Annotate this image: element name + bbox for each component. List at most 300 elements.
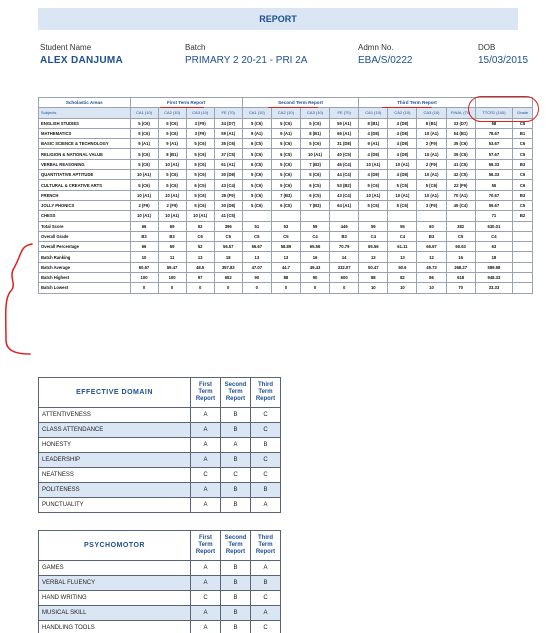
- score-cell: 8 (B1): [359, 118, 388, 128]
- student-name-block: [40, 43, 123, 66]
- score-cell: 10 (A1): [417, 149, 446, 159]
- group-header-first-term: First Term Report: [130, 98, 242, 108]
- score-cell: [513, 283, 533, 293]
- score-cell: 13: [359, 252, 388, 262]
- trait-name: CLASS ATTENDANCE: [39, 423, 191, 438]
- score-cell: 0: [242, 283, 271, 293]
- row-label: VERBAL REASONING: [39, 159, 131, 169]
- score-cell: 5 (C6): [242, 170, 271, 180]
- column-header: CA1 (10): [130, 108, 158, 118]
- score-cell: 66 (A1): [330, 128, 359, 138]
- score-cell: 18: [475, 252, 512, 262]
- score-table: [38, 97, 533, 294]
- score-cell: 100: [158, 273, 186, 283]
- score-cell: C6: [186, 231, 214, 241]
- score-cell: 5 (C6): [271, 170, 300, 180]
- score-cell: [359, 211, 388, 221]
- score-cell: 5 (C6): [271, 159, 300, 169]
- score-cell: 10 (A1): [158, 159, 186, 169]
- trait-grade: C: [251, 423, 281, 438]
- trait-grade: A: [221, 438, 251, 453]
- score-cell: C6: [513, 180, 533, 190]
- score-cell: 13: [242, 252, 271, 262]
- row-label: Overall Grade: [39, 231, 131, 241]
- score-cell: 52: [186, 242, 214, 252]
- score-cell: 5 (C6): [417, 180, 446, 190]
- score-cell: [242, 211, 271, 221]
- score-cell: 4 (D8): [388, 128, 417, 138]
- summary-row: [39, 252, 533, 262]
- score-cell: 50.6: [388, 262, 417, 272]
- score-cell: 59.47: [158, 262, 186, 272]
- score-cell: 59: [300, 221, 329, 231]
- effective-row: [39, 408, 281, 423]
- column-header: CA3 (10): [186, 108, 214, 118]
- effective-row: [39, 423, 281, 438]
- score-cell: 332.07: [330, 262, 359, 272]
- score-cell: 48.5: [186, 262, 214, 272]
- subject-row: [39, 118, 533, 128]
- group-header-third-term: Third Term Report: [359, 98, 475, 108]
- score-cell: 5 (C6): [300, 139, 329, 149]
- trait-name: POLITENESS: [39, 483, 191, 498]
- score-cell: 5 (C6): [300, 170, 329, 180]
- score-cell: 0: [130, 283, 158, 293]
- trait-grade: A: [191, 561, 221, 576]
- score-cell: 4 (D8): [359, 149, 388, 159]
- score-cell: 5 (C6): [186, 149, 214, 159]
- score-cell: 12: [417, 252, 446, 262]
- subject-row: [39, 128, 533, 138]
- score-cell: 5 (C6): [158, 170, 186, 180]
- score-cell: 56.57: [214, 242, 242, 252]
- score-cell: 53.67: [475, 139, 512, 149]
- trait-name: PUNCTUALITY: [39, 498, 191, 513]
- score-cell: 44.7: [271, 262, 300, 272]
- group-header-second-term: Second Term Report: [242, 98, 358, 108]
- score-cell: 41 (C5): [214, 211, 242, 221]
- score-cell: 357.83: [214, 262, 242, 272]
- score-cell: 6 (C5): [271, 200, 300, 210]
- admn-value: EBA/S/0222: [358, 55, 413, 66]
- trait-grade: A: [191, 438, 221, 453]
- score-cell: 0: [271, 283, 300, 293]
- score-cell: 53: [271, 221, 300, 231]
- trait-grade: A: [191, 423, 221, 438]
- score-cell: 56.67: [242, 242, 271, 252]
- score-cell: 42 (C5): [446, 170, 475, 180]
- effective-domain-table: [38, 377, 281, 513]
- score-cell: 5 (C6): [158, 180, 186, 190]
- score-cell: 60: [417, 221, 446, 231]
- effective-row: [39, 453, 281, 468]
- score-cell: 10 (A1): [300, 149, 329, 159]
- score-cell: 7 (B3): [271, 190, 300, 200]
- score-cell: 5 (C6): [359, 200, 388, 210]
- score-cell: 5 (C6): [186, 200, 214, 210]
- score-cell: 45 (C4): [446, 200, 475, 210]
- score-cell: 30 (D8): [214, 170, 242, 180]
- score-cell: 10: [417, 283, 446, 293]
- score-cell: 10 (A1): [388, 159, 417, 169]
- score-cell: [513, 273, 533, 283]
- score-cell: 43 (C4): [214, 180, 242, 190]
- column-header: CA1 (10): [242, 108, 271, 118]
- row-label: BASIC SCIENCE & TECHNOLOGY: [39, 139, 131, 149]
- score-cell: 90: [300, 273, 329, 283]
- score-cell: 10 (A1): [186, 211, 214, 221]
- trait-grade: B: [221, 408, 251, 423]
- score-cell: 70 (A1): [446, 190, 475, 200]
- score-cell: 16: [446, 252, 475, 262]
- score-cell: 7 (B3): [300, 159, 329, 169]
- psychomotor-row: [39, 606, 281, 621]
- score-cell: 8 (B1): [300, 128, 329, 138]
- score-cell: 70.79: [330, 242, 359, 252]
- effective-row: [39, 468, 281, 483]
- summary-row: [39, 231, 533, 241]
- score-cell: 4 (D8): [388, 118, 417, 128]
- summary-row: [39, 273, 533, 283]
- score-cell: 4 (D8): [388, 149, 417, 159]
- score-cell: 6 (C5): [300, 180, 329, 190]
- score-cell: 5 (C6): [130, 128, 158, 138]
- score-cell: 10 (A1): [359, 159, 388, 169]
- column-header: CA3 (10): [417, 108, 446, 118]
- score-cell: C4: [475, 231, 512, 241]
- score-cell: 69.33: [475, 159, 512, 169]
- score-cell: 5 (C6): [242, 190, 271, 200]
- score-cell: 59 (A1): [214, 128, 242, 138]
- trait-grade: A: [191, 621, 221, 633]
- subject-row: [39, 170, 533, 180]
- score-cell: 43 (C4): [330, 190, 359, 200]
- score-cell: 65.56: [300, 242, 329, 252]
- effective-row: [39, 498, 281, 513]
- column-header: CA3 (10): [300, 108, 329, 118]
- trait-grade: B: [221, 621, 251, 633]
- dob-value: 15/03/2015: [478, 55, 529, 66]
- score-cell: 5 (C6): [271, 118, 300, 128]
- column-header: FE (70): [214, 108, 242, 118]
- score-column-header-row: [39, 108, 533, 118]
- score-cell: 0: [330, 283, 359, 293]
- trait-name: MUSICAL SKILL: [39, 606, 191, 621]
- trait-grade: A: [191, 408, 221, 423]
- score-cell: 2 (F9): [130, 200, 158, 210]
- row-label: CULTURAL & CREATIVE ARTS: [39, 180, 131, 190]
- score-cell: 7 (B3): [300, 200, 329, 210]
- score-cell: 47.07: [242, 262, 271, 272]
- score-cell: 58: [475, 118, 512, 128]
- score-cell: B3: [130, 231, 158, 241]
- score-cell: 4 (D8): [388, 139, 417, 149]
- trait-grade: C: [251, 621, 281, 633]
- row-label: FRENCH: [39, 190, 131, 200]
- trait-grade: B: [221, 576, 251, 591]
- score-cell: 5 (C6): [186, 159, 214, 169]
- trait-name: VERBAL FLUENCY: [39, 576, 191, 591]
- score-cell: 97: [186, 273, 214, 283]
- score-cell: B2: [513, 211, 533, 221]
- score-cell: B3: [513, 190, 533, 200]
- score-cell: 78.67: [475, 128, 512, 138]
- score-cell: [513, 242, 533, 252]
- effective-term-1: First Term Report: [191, 378, 221, 408]
- score-cell: 66.67: [417, 242, 446, 252]
- score-cell: 948.33: [475, 273, 512, 283]
- score-cell: 5 (C6): [242, 118, 271, 128]
- trait-grade: C: [251, 468, 281, 483]
- column-header: TTCR2 (100): [475, 108, 512, 118]
- summary-row: [39, 262, 533, 272]
- trait-grade: B: [221, 423, 251, 438]
- score-cell: 49.73: [417, 262, 446, 272]
- score-cell: 88: [359, 273, 388, 283]
- trait-grade: A: [191, 453, 221, 468]
- subject-row: [39, 180, 533, 190]
- score-cell: 52: [186, 221, 214, 231]
- score-cell: 396: [214, 221, 242, 231]
- trait-grade: A: [251, 561, 281, 576]
- score-cell: 600: [330, 273, 359, 283]
- subject-row: [39, 139, 533, 149]
- score-cell: C5: [513, 118, 533, 128]
- score-cell: [513, 252, 533, 262]
- score-cell: 34 (D7): [214, 118, 242, 128]
- column-header: CA2 (10): [271, 108, 300, 118]
- effective-row: [39, 483, 281, 498]
- column-header: Grade: [513, 108, 533, 118]
- score-cell: 8 (B1): [158, 149, 186, 159]
- score-cell: 589.98: [475, 262, 512, 272]
- score-cell: 53 (B2): [330, 180, 359, 190]
- score-cell: 5 (C6): [130, 180, 158, 190]
- score-cell: 35 (C6): [446, 139, 475, 149]
- score-cell: 54 (B1): [446, 128, 475, 138]
- row-label: Total Score: [39, 221, 131, 231]
- row-label: ENGLISH STUDIES: [39, 118, 131, 128]
- score-cell: 9 (A1): [130, 139, 158, 149]
- column-header: CA1 (10): [359, 108, 388, 118]
- score-cell: 65.56: [359, 242, 388, 252]
- score-cell: 5 (C6): [242, 200, 271, 210]
- score-cell: 16: [300, 252, 329, 262]
- score-cell: 37 (C5): [214, 149, 242, 159]
- score-cell: 33 (D7): [446, 118, 475, 128]
- trait-grade: B: [251, 438, 281, 453]
- trait-grade: A: [191, 483, 221, 498]
- psychomotor-term-1: First Term Report: [191, 531, 221, 561]
- score-cell: 10 (A1): [359, 190, 388, 200]
- score-cell: 69: [158, 221, 186, 231]
- psychomotor-table: [38, 530, 281, 633]
- subject-row: [39, 211, 533, 221]
- subject-row: [39, 159, 533, 169]
- trait-grade: A: [191, 576, 221, 591]
- trait-grade: C: [251, 591, 281, 606]
- score-cell: 6 (C5): [186, 180, 214, 190]
- score-cell: 5 (C6): [186, 190, 214, 200]
- score-cell: C5: [513, 170, 533, 180]
- trait-name: HANDLING TOOLS: [39, 621, 191, 633]
- score-cell: C6: [513, 139, 533, 149]
- score-cell: 63: [475, 242, 512, 252]
- score-cell: 82: [388, 273, 417, 283]
- score-cell: 5 (C6): [186, 139, 214, 149]
- row-label: Batch Ranking: [39, 252, 131, 262]
- trait-name: ATTENTIVENESS: [39, 408, 191, 423]
- score-cell: 10 (A1): [158, 190, 186, 200]
- trait-grade: A: [191, 498, 221, 513]
- score-cell: 44 (C4): [330, 170, 359, 180]
- score-cell: 4 (D8): [359, 170, 388, 180]
- score-cell: 6 (C5): [300, 190, 329, 200]
- row-label: JOLLY PHONICS: [39, 200, 131, 210]
- trait-name: GAMES: [39, 561, 191, 576]
- dob-label: DOB: [478, 43, 496, 52]
- trait-grade: B: [221, 561, 251, 576]
- score-cell: 3 (F9): [417, 200, 446, 210]
- admn-label: Admn No.: [358, 43, 394, 52]
- score-cell: 69: [158, 242, 186, 252]
- effective-term-2: Second Term Report: [221, 378, 251, 408]
- score-cell: 13: [186, 252, 214, 262]
- score-cell: 60.63: [446, 242, 475, 252]
- admn-block: [358, 43, 412, 66]
- score-cell: 6 (C5): [242, 159, 271, 169]
- score-cell: 5 (C6): [388, 180, 417, 190]
- row-label: Batch Lowest: [39, 283, 131, 293]
- score-cell: [271, 211, 300, 221]
- summary-row: [39, 283, 533, 293]
- score-cell: 30 (D8): [214, 200, 242, 210]
- score-cell: [513, 231, 533, 241]
- score-cell: 71: [475, 211, 512, 221]
- score-cell: 41 (C5): [446, 159, 475, 169]
- score-cell: 9 (A1): [271, 128, 300, 138]
- annotation-oval-ttcr-grade: [468, 96, 539, 122]
- score-cell: 40 (C5): [330, 149, 359, 159]
- trait-grade: C: [191, 468, 221, 483]
- score-cell: 2 (F9): [158, 200, 186, 210]
- score-cell: C5: [513, 149, 533, 159]
- score-cell: 50.47: [359, 262, 388, 272]
- trait-name: HONESTY: [39, 438, 191, 453]
- score-cell: 5 (C6): [300, 118, 329, 128]
- score-cell: 61 (A1): [214, 159, 242, 169]
- trait-name: NEATNESS: [39, 468, 191, 483]
- trait-grade: B: [221, 483, 251, 498]
- score-cell: [330, 211, 359, 221]
- trait-grade: A: [251, 498, 281, 513]
- score-cell: 6 (C5): [271, 149, 300, 159]
- psychomotor-row: [39, 561, 281, 576]
- row-label: RELIGION & NATIONAL VALUE: [39, 149, 131, 159]
- score-cell: 5 (C6): [271, 139, 300, 149]
- score-cell: C5: [214, 231, 242, 241]
- score-cell: [300, 211, 329, 221]
- score-cell: C4: [300, 231, 329, 241]
- trait-grade: B: [221, 606, 251, 621]
- score-cell: 22 (F9): [446, 180, 475, 190]
- row-label: Overall Percentage: [39, 242, 131, 252]
- score-cell: 652: [214, 273, 242, 283]
- row-label: QUANTITATIVE APTITUDE: [39, 170, 131, 180]
- score-cell: [513, 221, 533, 231]
- score-cell: 446: [330, 221, 359, 231]
- score-cell: 66: [130, 221, 158, 231]
- column-header: FINAL (70): [446, 108, 475, 118]
- score-cell: 33.33: [475, 283, 512, 293]
- score-cell: 59: [359, 221, 388, 231]
- score-cell: 55: [475, 180, 512, 190]
- psychomotor-row: [39, 621, 281, 633]
- trait-grade: B: [251, 483, 281, 498]
- score-cell: 46 (C4): [330, 159, 359, 169]
- score-cell: 86: [417, 273, 446, 283]
- effective-term-3: Third Term Report: [251, 378, 281, 408]
- psychomotor-row: [39, 591, 281, 606]
- score-cell: 10 (A1): [417, 128, 446, 138]
- score-cell: 39 (C6): [446, 149, 475, 159]
- score-cell: [446, 211, 475, 221]
- score-cell: 90: [242, 273, 271, 283]
- score-cell: 8 (B1): [417, 118, 446, 128]
- score-cell: 13: [388, 252, 417, 262]
- column-header: CA2 (10): [158, 108, 186, 118]
- score-cell: C4: [359, 231, 388, 241]
- score-cell: 66: [130, 242, 158, 252]
- batch-label: Batch: [185, 43, 206, 52]
- score-cell: 10: [388, 283, 417, 293]
- score-cell: 49.43: [300, 262, 329, 272]
- score-cell: 10 (A1): [158, 211, 186, 221]
- score-cell: 100: [130, 273, 158, 283]
- report-title: REPORT: [38, 8, 518, 30]
- trait-grade: C: [191, 591, 221, 606]
- dob-block: [478, 43, 528, 66]
- batch-value: PRIMARY 2 20-21 - PRI 2A: [185, 55, 308, 66]
- score-cell: 10: [130, 252, 158, 262]
- score-cell: 70: [446, 283, 475, 293]
- trait-name: HAND WRITING: [39, 591, 191, 606]
- column-header: Subjects: [39, 108, 131, 118]
- trait-grade: B: [221, 498, 251, 513]
- score-cell: 57.67: [475, 149, 512, 159]
- subject-row: [39, 149, 533, 159]
- score-cell: 10 (A1): [130, 190, 158, 200]
- score-cell: 10: [359, 283, 388, 293]
- batch-block: [185, 43, 307, 66]
- trait-name: LEADERSHIP: [39, 453, 191, 468]
- student-name-label: Student Name: [40, 43, 92, 52]
- score-cell: 5 (C6): [186, 170, 214, 180]
- score-cell: 13: [271, 252, 300, 262]
- score-cell: [388, 211, 417, 221]
- score-cell: 2 (F9): [417, 139, 446, 149]
- score-cell: 10 (A1): [417, 190, 446, 200]
- score-cell: 10 (A1): [388, 190, 417, 200]
- score-cell: 5 (C6): [158, 118, 186, 128]
- column-header: FE (70): [330, 108, 359, 118]
- row-label: CHESS: [39, 211, 131, 221]
- score-cell: B3: [330, 231, 359, 241]
- score-cell: 5 (C6): [130, 159, 158, 169]
- score-cell: 31 (D8): [330, 139, 359, 149]
- row-label: MATHEMATICS: [39, 128, 131, 138]
- score-cell: 55: [388, 221, 417, 231]
